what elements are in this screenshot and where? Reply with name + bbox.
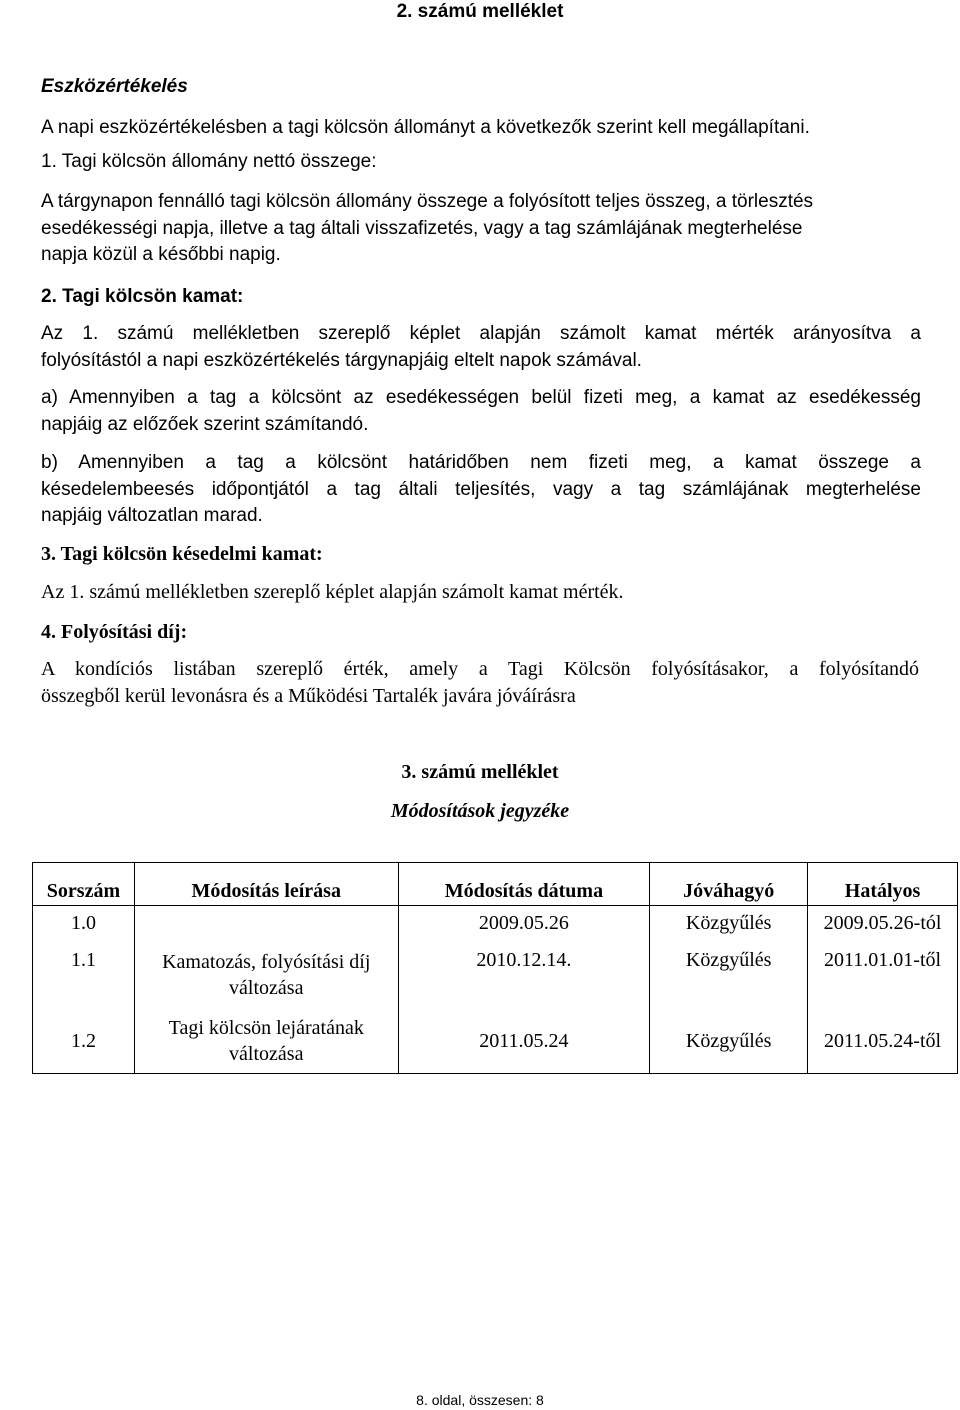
page-footer: 8. oldal, összesen: 8 [416,1392,544,1408]
cell-effective: 2009.05.26-tól [808,906,958,944]
cell-num: 1.2 [33,1010,135,1074]
section-title-eszkozertekeles: Eszközértékelés [41,76,188,97]
modifications-table [32,862,958,1074]
annex3-heading: 3. számú melléklet [401,761,559,783]
item2-p1-line-1: Az 1. számú mellékletben szereplő képlet alapján számolt kamat mérték arányosítva a [41,323,921,344]
cell-effective: 2011.05.24-től [808,1010,958,1074]
item2-pb-line-2: késedelembeesés időpontjától a tag általi teljesítés, vagy a tag számlájának megterhelése [41,478,921,500]
cell-effective: 2011.01.01-től [808,944,958,1010]
col-header-modositas-leirasa: Módosítás leírása [134,863,398,906]
col-header-jovahagyo: Jóváhagyó [650,863,808,906]
table-row [33,906,958,944]
item4-title: 4. Folyósítási díj: [41,621,188,643]
annex2-heading: 2. számú melléklet [396,1,564,22]
item2-title: 2. Tagi kölcsön kamat: [41,286,244,307]
cell-date: 2011.05.24 [398,1010,650,1074]
table-row [33,944,958,1010]
cell-date: 2010.12.14. [398,944,650,1010]
item2-pb-line-3: napjáig változatlan marad. [41,505,263,526]
cell-approver: Közgyűlés [650,1010,808,1074]
intro-text: A napi eszközértékelésben a tagi kölcsön állományt a következők szerint kell megállapítani. [41,117,810,138]
item1-line-1: A tárgynapon fennálló tagi kölcsön állomány összege a folyósított teljes összeg, a törlesztés [41,191,814,212]
cell-desc-line-1: Tagi kölcsön lejáratának [168,1017,364,1040]
item2-paragraph-1 [41,321,921,374]
item2-pb-line-1: b) Amennyiben a tag a kölcsönt határidőben nem fizeti meg, a kamat összege a [41,452,921,473]
table-header-row [33,863,958,906]
cell-num: 1.1 [33,944,135,1010]
cell-desc-line-2: változása [229,976,304,999]
col-header-sorszam: Sorszám [33,863,135,906]
item1-line-2: esedékességi napja, illetve a tag általi visszafizetés, vagy a tag számlájának megterhelése [41,217,803,239]
table-row [33,1010,958,1074]
item3-title: 3. Tagi kölcsön késedelmi kamat: [41,543,323,565]
item3-text: Az 1. számú mellékletben szereplő képlet alapján számolt kamat mérték. [41,581,624,603]
cell-approver: Közgyűlés [650,944,808,1010]
cell-desc [134,906,398,944]
cell-date: 2009.05.26 [398,906,650,944]
item1-line-3: napja közül a későbbi napig. [41,244,281,265]
cell-desc [134,1010,398,1074]
item4-line-1: A kondíciós listában szereplő érték, amely a Tagi Kölcsön folyósításakor, a folyósítandó [41,658,919,680]
col-header-modositas-datuma: Módosítás dátuma [398,863,650,906]
item4-line-2: összegből kerül levonásra és a Működési Tartalék javára jóváírásra [41,685,576,707]
item1-paragraph [41,189,921,269]
annex3-subtitle: Módosítások jegyzéke [390,800,570,822]
cell-desc [134,944,398,1010]
cell-approver: Közgyűlés [650,906,808,944]
item1-title: 1. Tagi kölcsön állomány nettó összege: [41,151,377,172]
col-header-hatalyos: Hatályos [808,863,958,906]
item2-paragraph-b [41,450,921,530]
cell-num: 1.0 [33,906,135,944]
item2-p1-line-2: folyósítástól a napi eszközértékelés tárgynapjáig eltelt napok számával. [41,349,642,371]
cell-desc-line-2: változása [229,1043,304,1066]
item2-pa-line-1: a) Amennyiben a tag a kölcsönt az esedékességen belül fizeti meg, a kamat az esedékesség [41,387,921,408]
cell-desc-line-1: Kamatozás, folyósítási díj [162,950,371,973]
item4-paragraph [41,656,919,710]
item2-paragraph-a [41,385,921,438]
item2-pa-line-2: napjáig az előzőek szerint számítandó. [41,413,369,435]
